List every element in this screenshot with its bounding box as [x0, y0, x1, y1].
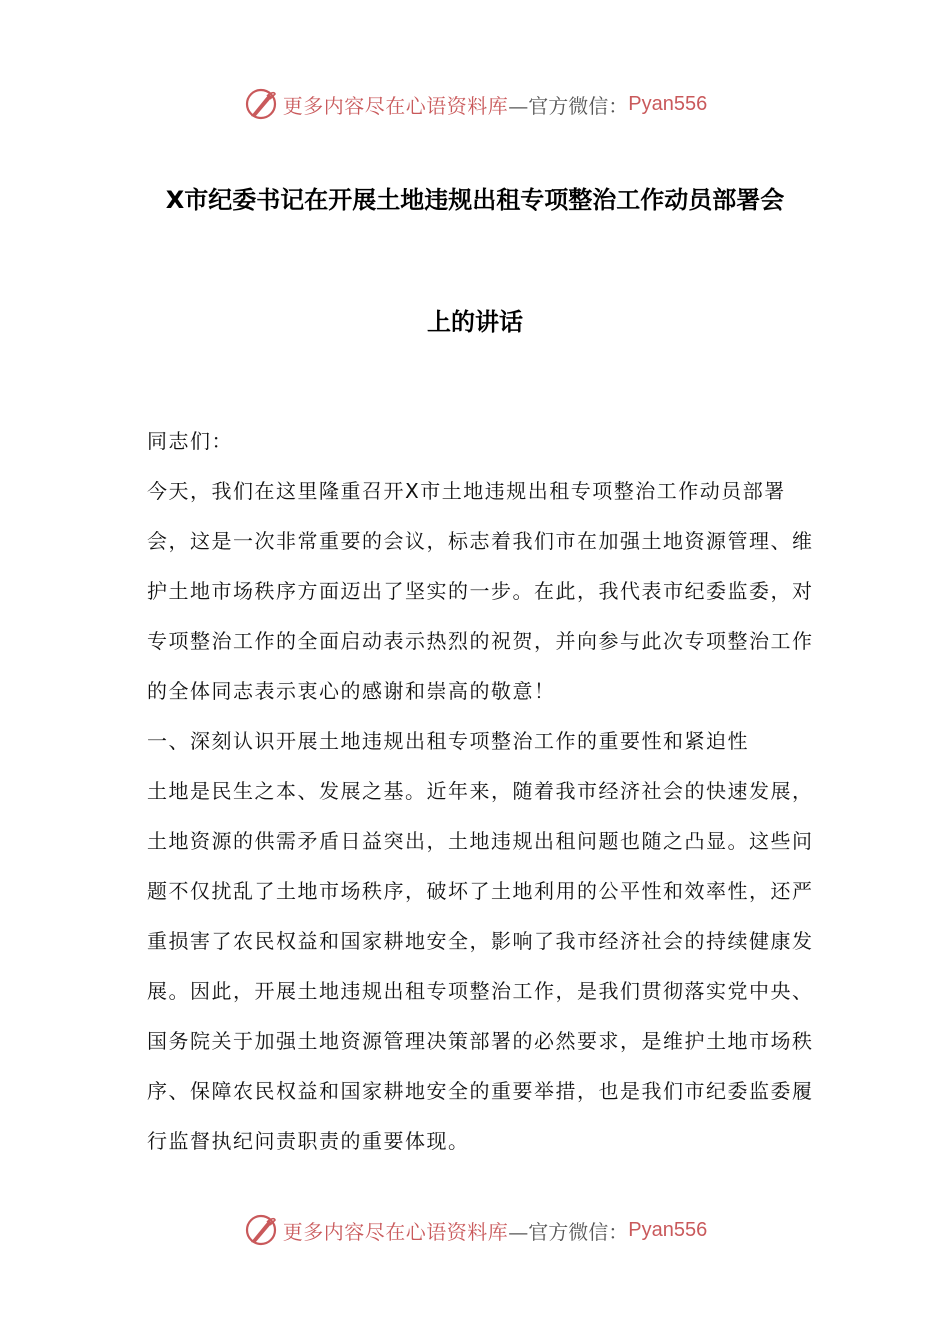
- salutation: 同志们：: [147, 429, 233, 453]
- document-body: [147, 416, 827, 1166]
- banner-brand-text: 更多内容尽在心语资料库: [282, 93, 509, 118]
- section-heading-1: 一、深刻认识开展土地违规出租专项整治工作的重要性和紧迫性: [147, 729, 749, 753]
- footer-watermark-banner: [0, 1210, 950, 1250]
- banner-wechat-id: Pyan556: [628, 92, 708, 115]
- quill-logo-icon: [243, 86, 279, 122]
- quill-logo-icon: [243, 1212, 279, 1248]
- banner-brand-text: 更多内容尽在心语资料库: [282, 1219, 509, 1244]
- document-title-line-1: X市纪委书记在开展土地违规出租专项整治工作动员部署会: [165, 186, 785, 214]
- paragraph-opening: 今天，我们在这里隆重召开X市土地违规出租专项整治工作动员部署会，这是一次非常重要的会议，标志着我们市在加强土地资源管理、维护土地市场秩序方面迈出了坚实的一步。在此，我代表市纪委监委，对专项整治工作的全面启动表示热烈的祝贺，并向参与此次专项整治工作的全体同志表示衷心的感谢和崇高的敬意！: [147, 479, 814, 703]
- header-watermark-banner: [0, 84, 950, 124]
- banner-wechat-id: Pyan556: [628, 1218, 708, 1241]
- banner-official-text: —官方微信：: [508, 1219, 629, 1244]
- document-title-line-2: 上的讲话: [427, 308, 523, 336]
- paragraph-section-1: 土地是民生之本、发展之基。近年来，随着我市经济社会的快速发展，土地资源的供需矛盾日益突出，土地违规出租问题也随之凸显。这些问题不仅扰乱了土地市场秩序，破坏了土地利用的公平性和效率性，还严重损害了农民权益和国家耕地安全，影响了我市经济社会的持续健康发展。因此，开展土地违规出租专项整治工作，是我们贯彻落实党中央、国务院关于加强土地资源管理决策部署的必然要求，是维护土地市场秩序、保障农民权益和国家耕地安全的重要举措，也是我们市纪委监委履行监督执纪问责职责的重要体现。: [147, 779, 814, 1153]
- banner-official-text: —官方微信：: [508, 93, 629, 118]
